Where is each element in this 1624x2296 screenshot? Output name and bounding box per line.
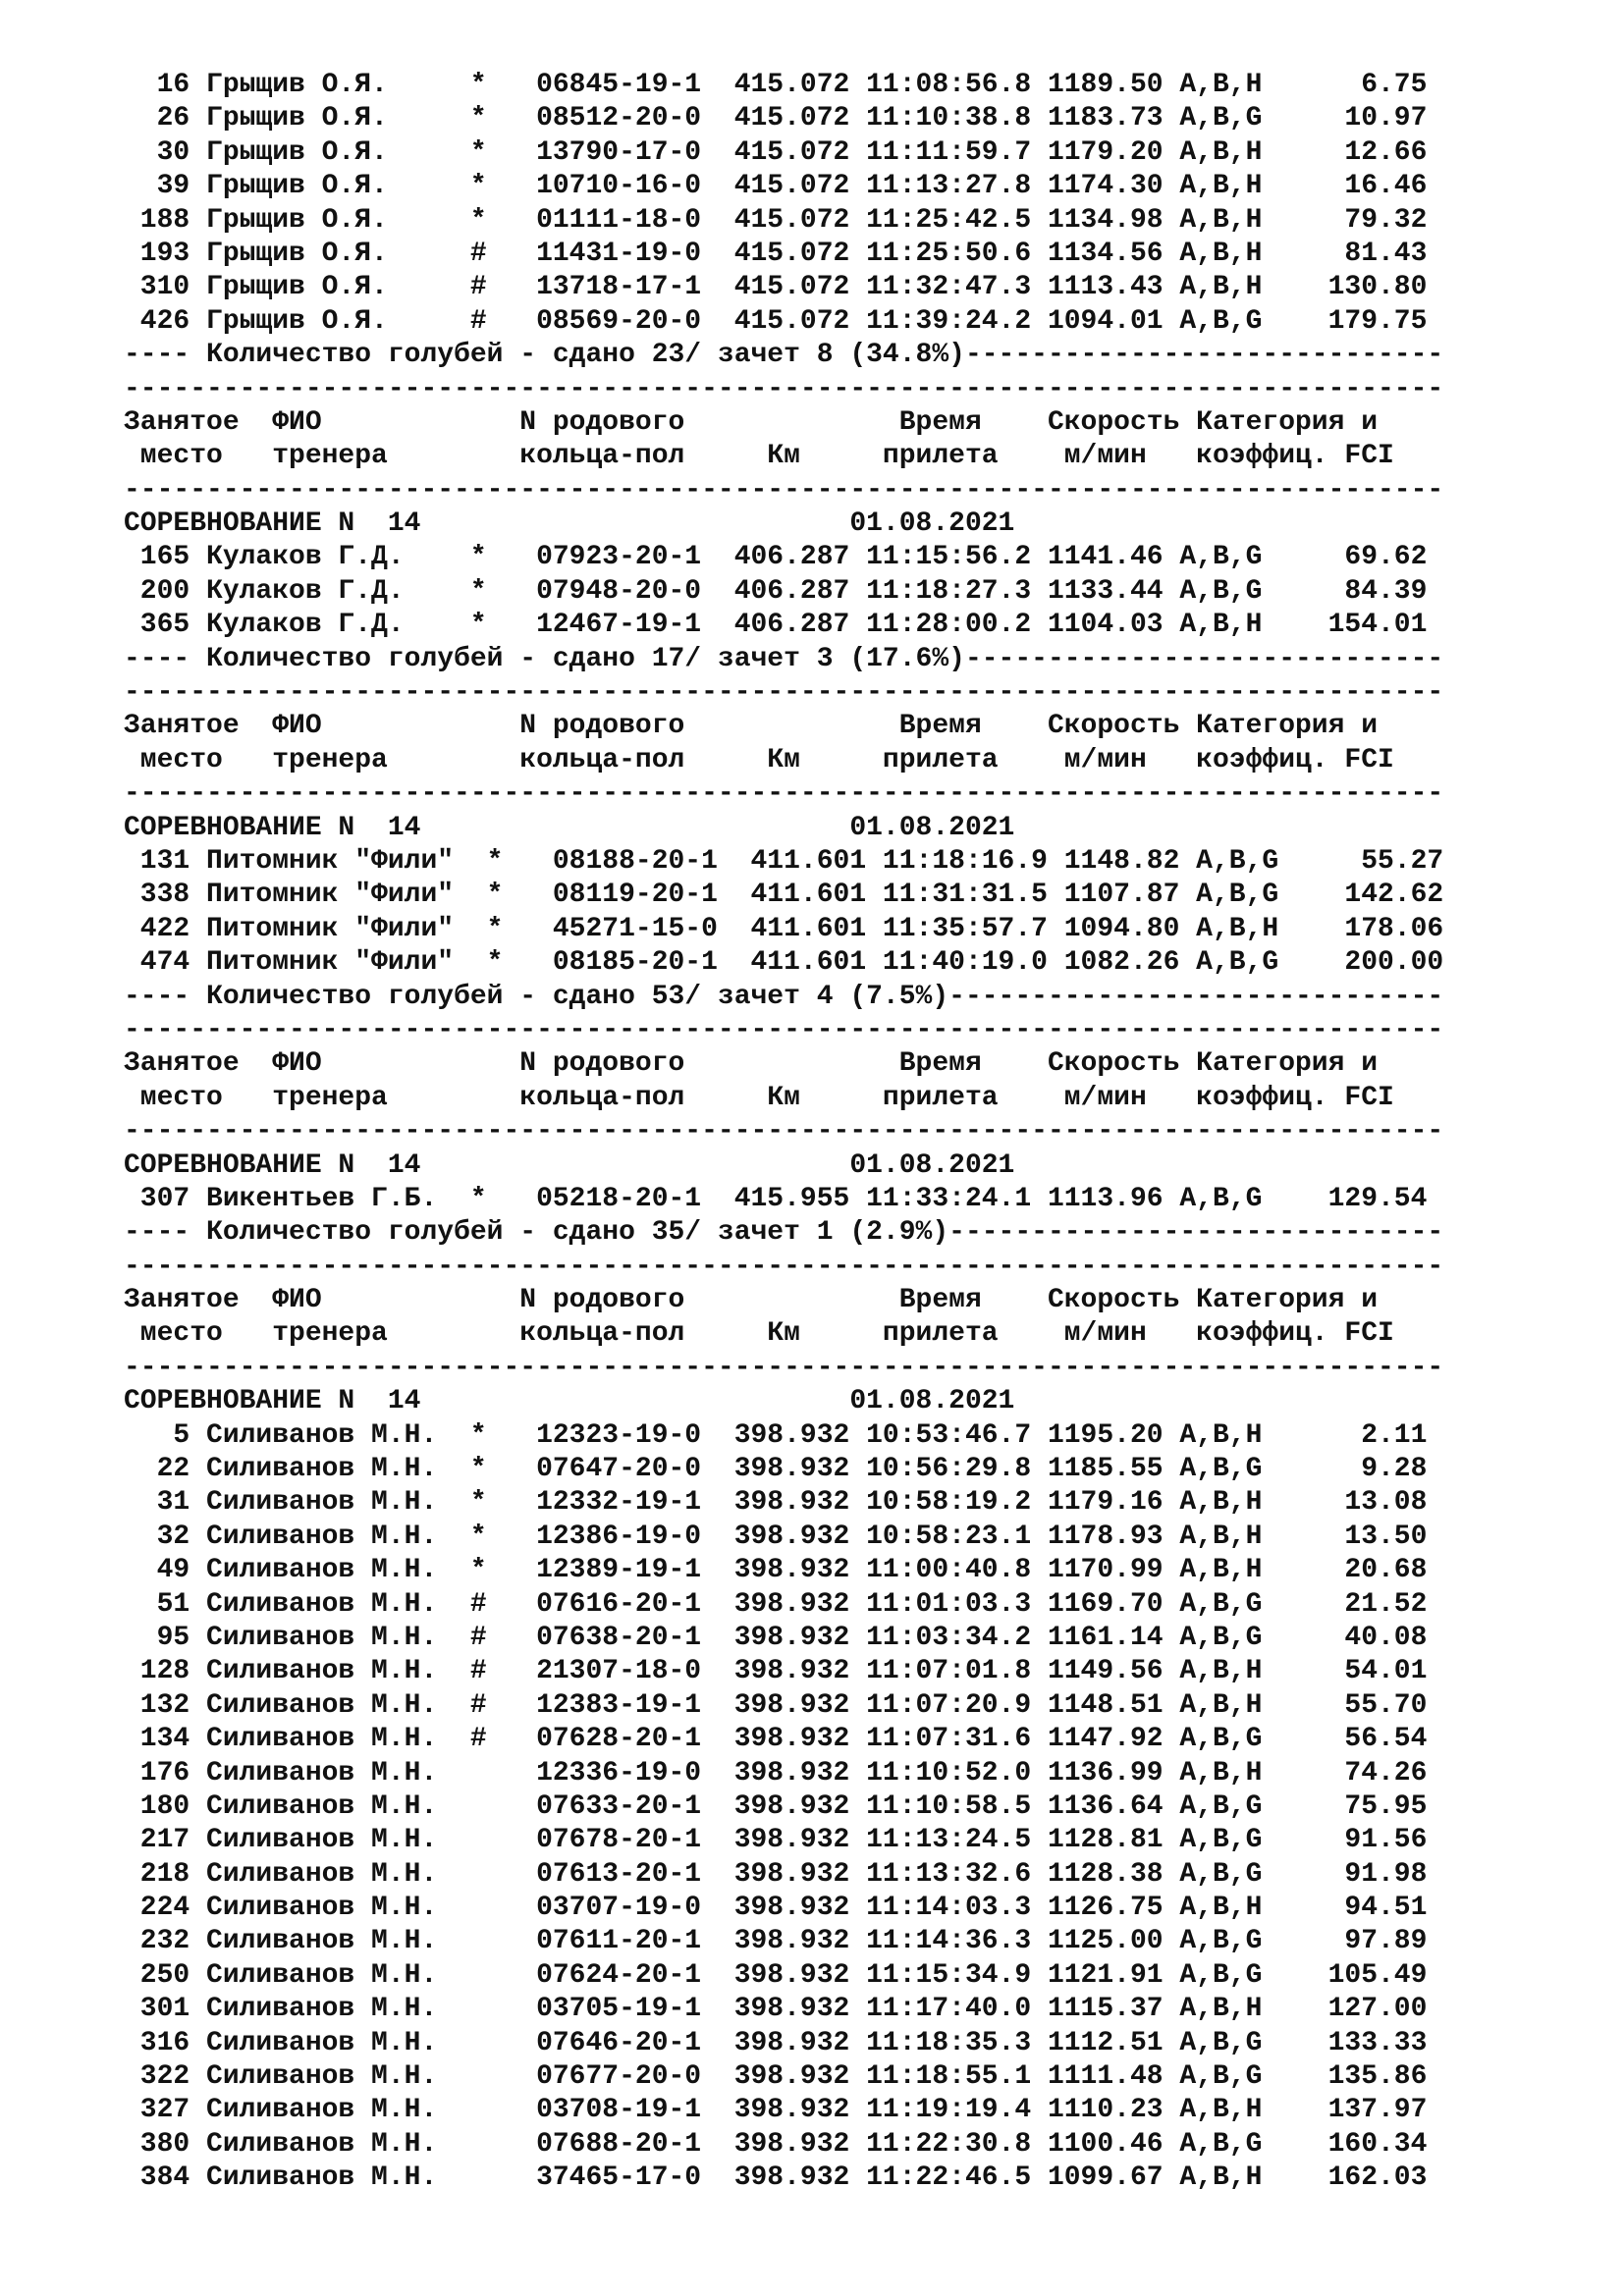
- text-line: ---- Количество голубей - сдано 35/ зачет 1 (2.9%)------------------------------: [124, 1217, 1444, 1249]
- text-line: --------------------------------------------------------------------------------: [124, 474, 1444, 506]
- text-line: --------------------------------------------------------------------------------: [124, 677, 1444, 709]
- text-line: --------------------------------------------------------------------------------: [124, 373, 1444, 404]
- text-line: 426 Грыщив О.Я. # 08569-20-0 415.072 11:39:24.2 1094.01 A,B,G 179.75: [124, 305, 1428, 337]
- text-line: СОРЕВНОВАНИЕ N 14 01.08.2021: [124, 1149, 1015, 1181]
- text-line: 384 Силиванов М.Н. 37465-17-0 398.932 11:22:46.5 1099.67 A,B,H 162.03: [124, 2163, 1428, 2194]
- text-line: 32 Силиванов М.Н. * 12386-19-0 398.932 10:58:23.1 1178.93 A,B,H 13.50: [124, 1521, 1428, 1552]
- text-line: 22 Силиванов М.Н. * 07647-20-0 398.932 10:56:29.8 1185.55 A,B,G 9.28: [124, 1454, 1428, 1485]
- text-line: 39 Грыщив О.Я. * 10710-16-0 415.072 11:13:27.8 1174.30 A,B,H 16.46: [124, 171, 1428, 202]
- text-line: --------------------------------------------------------------------------------: [124, 1251, 1444, 1282]
- text-line: 176 Силиванов М.Н. 12336-19-0 398.932 11:10:52.0 1136.99 A,B,H 74.26: [124, 1757, 1428, 1789]
- text-line: место тренера кольца-пол Км прилета м/мин коэффиц. FCI: [124, 744, 1394, 775]
- race-results-document: [124, 69, 1443, 2196]
- text-line: 322 Силиванов М.Н. 07677-20-0 398.932 11:18:55.1 1111.48 A,B,G 135.86: [124, 2061, 1428, 2093]
- text-line: --------------------------------------------------------------------------------: [124, 1014, 1444, 1045]
- text-line: 301 Силиванов М.Н. 03705-19-1 398.932 11:17:40.0 1115.37 A,B,H 127.00: [124, 1994, 1428, 2025]
- text-line: 307 Викентьев Г.Б. * 05218-20-1 415.955 11:33:24.1 1113.96 A,B,G 129.54: [124, 1183, 1428, 1214]
- text-line: Занятое ФИО N родового Время Скорость Категория и: [124, 1285, 1379, 1316]
- text-line: Занятое ФИО N родового Время Скорость Категория и: [124, 1048, 1379, 1080]
- text-line: 188 Грыщив О.Я. * 01111-18-0 415.072 11:25:42.5 1134.98 A,B,H 79.32: [124, 204, 1428, 236]
- text-line: место тренера кольца-пол Км прилета м/мин коэффиц. FCI: [124, 441, 1394, 472]
- text-line: 193 Грыщив О.Я. # 11431-19-0 415.072 11:25:50.6 1134.56 A,B,H 81.43: [124, 238, 1428, 269]
- text-line: 217 Силиванов М.Н. 07678-20-1 398.932 11:13:24.5 1128.81 A,B,G 91.56: [124, 1825, 1428, 1856]
- text-line: 134 Силиванов М.Н. # 07628-20-1 398.932 11:07:31.6 1147.92 A,B,G 56.54: [124, 1724, 1428, 1755]
- text-line: 316 Силиванов М.Н. 07646-20-1 398.932 11:18:35.3 1112.51 A,B,G 133.33: [124, 2027, 1428, 2058]
- text-line: --------------------------------------------------------------------------------: [124, 1352, 1444, 1383]
- text-line: 310 Грыщив О.Я. # 13718-17-1 415.072 11:32:47.3 1113.43 A,B,H 130.80: [124, 272, 1428, 303]
- text-line: 26 Грыщив О.Я. * 08512-20-0 415.072 11:10:38.8 1183.73 A,B,G 10.97: [124, 103, 1428, 134]
- text-line: 250 Силиванов М.Н. 07624-20-1 398.932 11:15:34.9 1121.91 A,B,G 105.49: [124, 1959, 1428, 1991]
- text-line: 422 Питомник "Фили" * 45271-15-0 411.601 11:35:57.7 1094.80 A,B,H 178.06: [124, 913, 1444, 944]
- text-line: 16 Грыщив О.Я. * 06845-19-1 415.072 11:08:56.8 1189.50 A,B,H 6.75: [124, 70, 1428, 100]
- text-line: 200 Кулаков Г.Д. * 07948-20-0 406.287 11:18:27.3 1133.44 A,B,G 84.39: [124, 575, 1428, 607]
- text-line: 132 Силиванов М.Н. # 12383-19-1 398.932 11:07:20.9 1148.51 A,B,H 55.70: [124, 1689, 1428, 1721]
- text-line: 224 Силиванов М.Н. 03707-19-0 398.932 11:14:03.3 1126.75 A,B,H 94.51: [124, 1893, 1428, 1924]
- text-line: 49 Силиванов М.Н. * 12389-19-1 398.932 11:00:40.8 1170.99 A,B,H 20.68: [124, 1555, 1428, 1586]
- text-line: 31 Силиванов М.Н. * 12332-19-1 398.932 10:58:19.2 1179.16 A,B,H 13.08: [124, 1487, 1428, 1519]
- text-line: 365 Кулаков Г.Д. * 12467-19-1 406.287 11:28:00.2 1104.03 A,B,H 154.01: [124, 610, 1428, 641]
- text-line: 338 Питомник "Фили" * 08119-20-1 411.601 11:31:31.5 1107.87 A,B,G 142.62: [124, 880, 1444, 911]
- text-line: 380 Силиванов М.Н. 07688-20-1 398.932 11:22:30.8 1100.46 A,B,G 160.34: [124, 2128, 1428, 2160]
- text-line: --------------------------------------------------------------------------------: [124, 1116, 1444, 1148]
- text-line: СОРЕВНОВАНИЕ N 14 01.08.2021: [124, 508, 1015, 540]
- text-line: 128 Силиванов М.Н. # 21307-18-0 398.932 11:07:01.8 1149.56 A,B,H 54.01: [124, 1656, 1428, 1687]
- text-line: 474 Питомник "Фили" * 08185-20-1 411.601 11:40:19.0 1082.26 A,B,G 200.00: [124, 947, 1444, 979]
- text-line: 51 Силиванов М.Н. # 07616-20-1 398.932 11:01:03.3 1169.70 A,B,G 21.52: [124, 1588, 1428, 1620]
- text-line: 218 Силиванов М.Н. 07613-20-1 398.932 11:13:32.6 1128.38 A,B,G 91.98: [124, 1858, 1428, 1890]
- text-line: ---- Количество голубей - сдано 53/ зачет 4 (7.5%)------------------------------: [124, 981, 1444, 1012]
- text-line: Занятое ФИО N родового Время Скорость Категория и: [124, 406, 1379, 438]
- text-line: СОРЕВНОВАНИЕ N 14 01.08.2021: [124, 812, 1015, 843]
- text-line: --------------------------------------------------------------------------------: [124, 778, 1444, 810]
- text-line: 165 Кулаков Г.Д. * 07923-20-1 406.287 11:15:56.2 1141.46 A,B,G 69.62: [124, 542, 1428, 573]
- text-line: 30 Грыщив О.Я. * 13790-17-0 415.072 11:11:59.7 1179.20 A,B,H 12.66: [124, 136, 1428, 168]
- text-line: место тренера кольца-пол Км прилета м/мин коэффиц. FCI: [124, 1082, 1394, 1113]
- text-line: 180 Силиванов М.Н. 07633-20-1 398.932 11:10:58.5 1136.64 A,B,G 75.95: [124, 1790, 1428, 1822]
- text-line: 95 Силиванов М.Н. # 07638-20-1 398.932 11:03:34.2 1161.14 A,B,G 40.08: [124, 1622, 1428, 1653]
- text-line: СОРЕВНОВАНИЕ N 14 01.08.2021: [124, 1386, 1015, 1417]
- text-line: 131 Питомник "Фили" * 08188-20-1 411.601 11:18:16.9 1148.82 A,B,G 55.27: [124, 845, 1444, 877]
- text-line: ---- Количество голубей - сдано 23/ зачет 8 (34.8%)-----------------------------: [124, 340, 1444, 371]
- text-line: Занятое ФИО N родового Время Скорость Категория и: [124, 711, 1379, 742]
- text-line: 5 Силиванов М.Н. * 12323-19-0 398.932 10:53:46.7 1195.20 A,B,H 2.11: [124, 1419, 1428, 1451]
- text-line: место тренера кольца-пол Км прилета м/мин коэффиц. FCI: [124, 1318, 1394, 1350]
- text-line: ---- Количество голубей - сдано 17/ зачет 3 (17.6%)-----------------------------: [124, 643, 1444, 674]
- text-line: 232 Силиванов М.Н. 07611-20-1 398.932 11:14:36.3 1125.00 A,B,G 97.89: [124, 1926, 1428, 1957]
- text-line: 327 Силиванов М.Н. 03708-19-1 398.932 11:19:19.4 1110.23 A,B,H 137.97: [124, 2095, 1428, 2126]
